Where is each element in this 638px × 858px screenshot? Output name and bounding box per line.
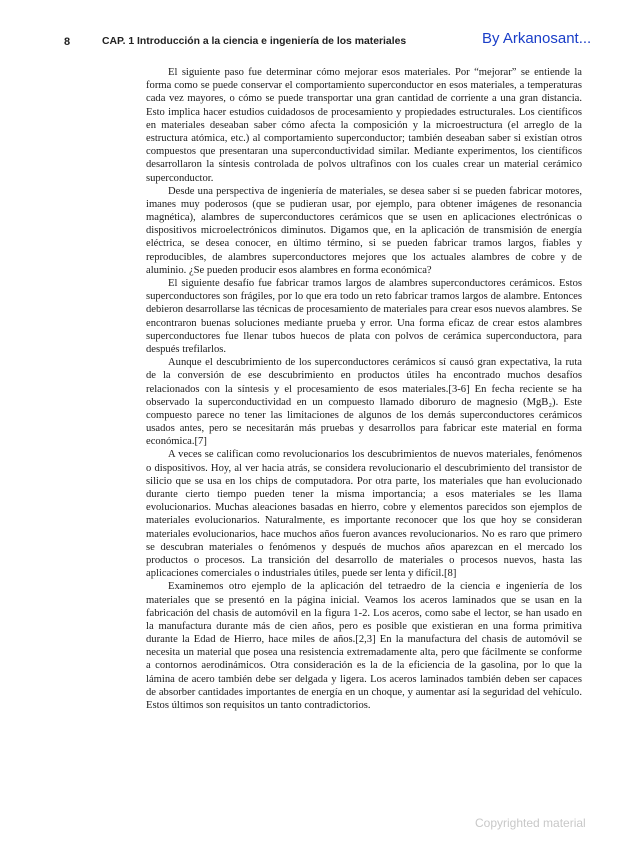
uploader-attribution: By Arkanosant...: [482, 30, 592, 47]
copyright-watermark: Copyrighted material: [475, 816, 586, 830]
paragraph: Examinemos otro ejemplo de la aplicación del tetraedro de la ciencia e ingeniería de los materiales que se presentó en la página inicial. Veamos los aceros laminados que se usan en la fabricación del chasis de automóvil en la figura 1-2. Los aceros, como sabe el lector, se han usado en la manufactura durante más de cien años, pero es posible que existieran en una forma primitiva durante la Edad de Hierro, hace miles de años.[2,3] En la manufactura del chasis de automóvil se necesita un material que posea una resistencia extremadamente alta, pero que fácilmente se conforme a contornos aerodinámicos. Otra consideración es la de la eficiencia de la gasolina, por lo que la lámina de acero también debe ser delgada y ligera. Los aceros laminados también deben ser capaces de absorber cantidades importantes de energía en un choque, y aumentar así la seguridad del vehículo. Estos últimos son requisitos un tanto contradictorios.: [146, 581, 582, 711]
paragraph: El siguiente paso fue determinar cómo mejorar esos materiales. Por “mejorar” se entiende la forma como se puede conservar el comportamiento superconductor en esos materiales, a temperaturas cada vez mayores, o cómo se puede transportar una gran cantidad de corriente a una gran distancia. Esto implica hacer estudios cuidadosos de procesamiento y propiedades estructurales. Los científicos en materiales deseaban saber cómo afecta la composición y la microestructura (el arreglo de la estructura atómica, etc.) al comportamiento superconductor; también deseaban saber si existían otros compuestos que presentaran una superconductividad similar. Mediante experimentos, los científicos desarrollaron la síntesis controlada de polvos ultrafinos con los cuales crear un material cerámico superconductor.: [146, 67, 582, 184]
page-header: [0, 0, 638, 60]
body-text: [146, 66, 582, 712]
page-number: 8: [64, 36, 71, 48]
paragraph: El siguiente desafío fue fabricar tramos largos de alambres superconductores cerámicos. Estos superconductores son frágiles, por lo que era todo un reto fabricar tramos largos de alambre. Entonces debieron desarrollarse las técnicas de procesamiento de materiales para crear esos nuevos alambres. Se encontraron buenas soluciones mediante prueba y error. Una forma eficaz de crear estos alambres superconductores fue llenar tubos huecos de plata con polvos de cerámica superconductora, para después trefilarlos.: [146, 278, 582, 355]
paragraph: Aunque el descubrimiento de los superconductores cerámicos sí causó gran expectativa, la ruta de la conversión de ese descubrimiento en productos útiles ha encontrado muchos desafíos relacionados con la síntesis y el procesamiento de esos materiales.[3-6] En fecha reciente se ha observado la superconductividad en un compuesto llamado diboruro de magnesio (MgB₂). Este compuesto parece no tener las limitaciones de algunos de los demás superconductores cerámicos usados antes, pero se necesitarán más pruebas y desarrollos para fabricar este material en forma económica.[7]: [146, 357, 582, 448]
paragraph: A veces se califican como revolucionarios los descubrimientos de nuevos materiales, fenómenos o dispositivos. Hoy, al ver hacia atrás, se considera revolucionario el descubrimiento del transistor de silicio que se usa en los chips de computadora. Por otra parte, los materiales que han evolucionado durante cierto tiempo pueden tener la misma importancia; a esos materiales se les llama evolucionarios. Muchas aleaciones basadas en hierro, cobre y elementos parecidos son ejemplos de materiales evolucionarios. Naturalmente, es importante reconocer que los que hoy se consideran materiales evolucionarios, hace muchos años fueron avances revolucionarios. No es raro que primero se descubran materiales o fenómenos y después de muchos años aparezcan en el mercado los productos o procesos. La transición del desarrollo de materiales o procesos nuevos, hasta las aplicaciones comerciales o industriales útiles, puede ser lenta y difícil.[8]: [146, 449, 582, 580]
running-head-chapter: CAP. 1 Introducción a la ciencia e ingeniería de los materiales: [102, 36, 407, 47]
paragraph: Desde una perspectiva de ingeniería de materiales, se desea saber si se pueden fabricar motores, imanes muy poderosos (que se pudieran usar, por ejemplo, para obtener imágenes de resonancia magnética), alambres de superconductores cerámicos que se usen en aplicaciones electrónicas o dispositivos microelectrónicos diminutos. Digamos que, en la aplicación de transmisión de energía eléctrica, se desea conocer, en último término, si se pueden fabricar tramos largos, fiables y reproducibles, de alambres superconductores mejores que los actuales alambres de cobre y de aluminio. ¿Se pueden producir esos alambres en forma económica?: [146, 185, 582, 276]
